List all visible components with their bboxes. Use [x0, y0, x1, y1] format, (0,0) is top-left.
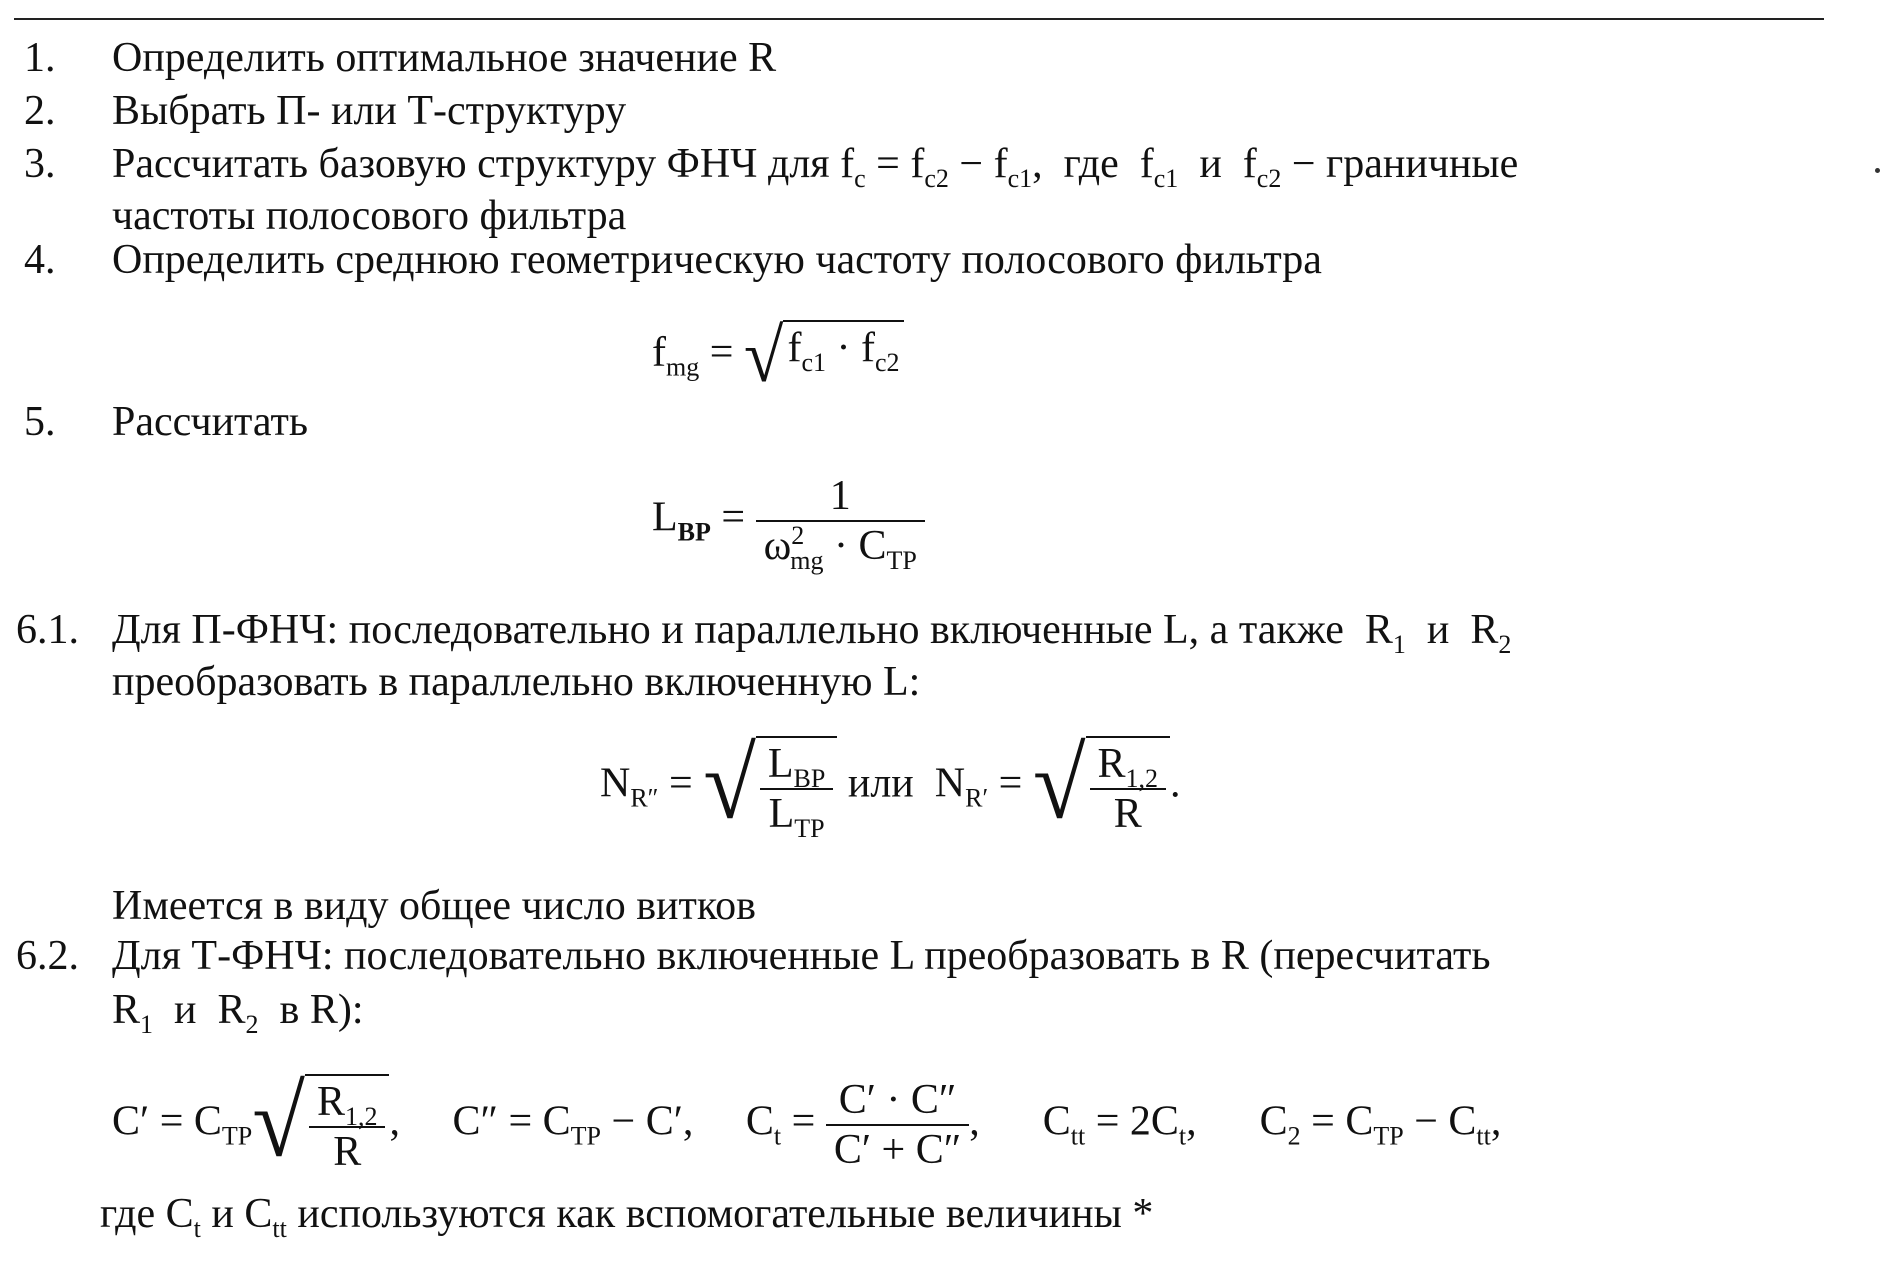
item-6-2-number: 6.2. — [16, 933, 79, 979]
item-6-2-line-2-text: в R): — [279, 987, 364, 1033]
item-1-text: Определить оптимальное значение R — [112, 35, 777, 81]
item-6-1-text: Для П-ФНЧ: последовательно и параллельно включенные L, а также — [112, 607, 1344, 653]
formula-c-values: $C' = C_{TP}√$ $\frac{R_{1,2}}{R}$ , $C'' = C_{TP} - C'$, $C_t$ = $\frac{C' \cdot C''}{C' + C''}$ , $C_{tt} = 2C_t$, $C_2 = C_{TP} - C_{tt}$, — [112, 1065, 1502, 1178]
item-3-text: Рассчитать базовую структуру ФНЧ для f — [112, 141, 855, 187]
item-5-number: 5. — [24, 399, 56, 445]
formula-fmg: $f_{mg} = √f_{c1} \cdot f_{c2}$ — [652, 320, 904, 392]
item-3-line-2: частоты полосового фильтра — [112, 193, 627, 239]
item-4-text: Определить среднюю геометрическую частоту полосового фильтра — [112, 237, 1322, 283]
item-6-2-line-2: $R_1$ и $R_2$ в R): — [112, 987, 364, 1039]
formula-lbp: $L_{BP}$ = $\frac{1}{\omega^2_{mg} \cdot C_{TP}}$ — [652, 472, 925, 570]
item-1-number: 1. — [24, 35, 56, 81]
item-4-number: 4. — [24, 237, 56, 283]
item-3-line-1: Рассчитать базовую структуру ФНЧ для $f_c = f_{c2} - f_{c1}$, где $f_{c1}$ и $f_{c2}$ − граничные — [112, 141, 1519, 193]
note-6-1: Имеется в виду общее число витков — [112, 883, 756, 929]
item-5-text: Рассчитать — [112, 399, 308, 445]
item-6-1-line-2: преобразовать в параллельно включенную L: — [112, 659, 921, 705]
item-2-text: Выбрать П- или Т-структуру — [112, 88, 627, 134]
formula-nr: $N_{R''}$ = √ $\frac{L_{BP}}{L_{TP}}$ или $N_{R'}$ = √ $\frac{R_{1,2}}{R}$ . — [600, 727, 1181, 843]
item-6-1-number: 6.1. — [16, 607, 79, 653]
item-6-1-line-1: Для П-ФНЧ: последовательно и параллельно включенные L, а также $R_1$ и $R_2$ — [112, 607, 1512, 659]
stray-dot — [1875, 168, 1880, 173]
item-3-number: 3. — [24, 141, 56, 187]
top-rule — [14, 18, 1824, 20]
item-2-number: 2. — [24, 88, 56, 134]
footer-text: используются как вспомогательные величины * — [297, 1191, 1154, 1237]
item-6-2-line-1: Для Т-ФНЧ: последовательно включенные L преобразовать в R (пересчитать — [112, 933, 1491, 979]
footer-line: где $C_t$ и $C_{tt}$ используются как вспомогательные величины * — [100, 1191, 1154, 1243]
